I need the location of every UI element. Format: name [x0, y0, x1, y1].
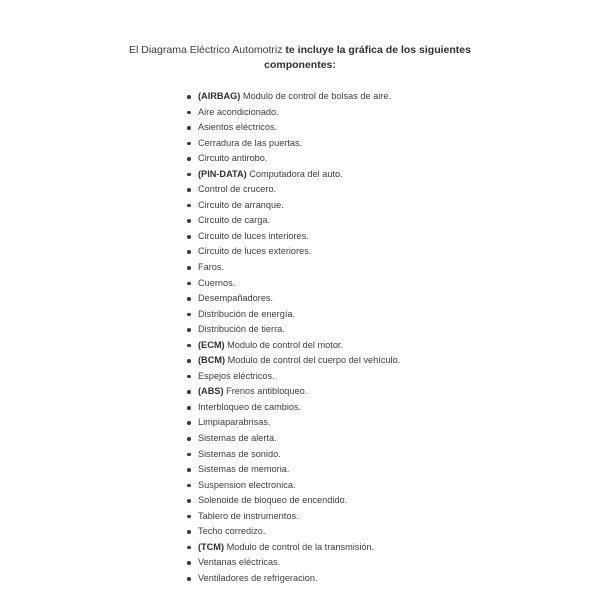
component-list-item: [176, 120, 400, 136]
bullet-icon: [187, 577, 191, 581]
component-description: Solenoide de bloqueo de encendido.: [198, 495, 348, 506]
component-list-item: [176, 400, 400, 416]
bullet-icon: [187, 375, 191, 379]
component-list-item: [176, 462, 400, 478]
intro-paragraph: [0, 43, 600, 73]
component-list-item: [176, 493, 400, 509]
component-list-item: [176, 571, 400, 587]
component-abbreviation: (PIN-DATA): [198, 168, 247, 179]
component-description: Interbloqueo de cambios.: [198, 401, 302, 412]
bullet-icon: [187, 188, 191, 192]
bullet-icon: [187, 173, 191, 177]
component-description: Frenos antibloqueo.: [223, 386, 308, 397]
component-description: Modulo de control de la transmisión.: [224, 541, 375, 552]
component-list-item: [176, 307, 400, 323]
component-description: Suspension electronica.: [198, 479, 296, 490]
bullet-icon: [187, 235, 191, 239]
bullet-icon: [187, 359, 191, 363]
bullet-icon: [187, 328, 191, 332]
component-description: Modulo de control del motor.: [224, 339, 344, 350]
component-list-item: [176, 136, 400, 152]
component-description: Modulo de control de bolsas de aire.: [240, 91, 392, 101]
bullet-icon: [187, 157, 191, 161]
component-list-item: [176, 260, 400, 276]
bullet-icon: [187, 219, 191, 223]
component-list-item: [176, 384, 400, 400]
bullet-icon: [187, 390, 191, 394]
component-list-item: [176, 555, 400, 571]
component-description: Control de crucero.: [198, 184, 277, 195]
intro-bold-text-line2: componentes:: [264, 59, 336, 71]
bullet-icon: [187, 95, 191, 99]
component-list-item: [176, 509, 400, 525]
component-abbreviation: (ECM): [198, 339, 225, 350]
bullet-icon: [187, 515, 191, 519]
bullet-icon: [187, 297, 191, 301]
bullet-icon: [187, 421, 191, 425]
component-list-item: [176, 322, 400, 338]
component-list-item: [176, 105, 400, 121]
component-abbreviation: (ABS): [198, 386, 224, 397]
bullet-icon: [187, 204, 191, 208]
bullet-icon: [187, 266, 191, 270]
component-list-item: [176, 229, 400, 245]
bullet-icon: [187, 546, 191, 550]
component-list-item: [176, 431, 400, 447]
component-description: Techo corredizo.: [198, 526, 266, 537]
component-list-item: [176, 540, 400, 556]
bullet-icon: [187, 530, 191, 534]
bullet-icon: [187, 499, 191, 503]
bullet-icon: [187, 484, 191, 488]
bullet-icon: [187, 111, 191, 115]
component-abbreviation: (BCM): [198, 355, 226, 366]
component-list-item: [176, 524, 400, 540]
component-description: Asientos eléctricos.: [198, 122, 278, 133]
component-description: Sistemas de sonido.: [198, 448, 281, 459]
component-list-item: [176, 89, 400, 105]
component-list-item: [176, 478, 400, 494]
bullet-icon: [187, 313, 191, 317]
bullet-icon: [187, 344, 191, 348]
component-list-item: [176, 276, 400, 292]
bullet-icon: [187, 406, 191, 410]
component-description: Circuito antirobo.: [198, 153, 268, 164]
bullet-icon: [187, 142, 191, 146]
component-list-item: [176, 213, 400, 229]
bullet-icon: [187, 437, 191, 441]
component-list-item: [176, 369, 400, 385]
bullet-icon: [187, 282, 191, 286]
component-list-item: [176, 415, 400, 431]
component-list-item: [176, 151, 400, 167]
component-list-item: [176, 338, 400, 354]
intro-bold-text-line1: te incluye la gráfica de los siguientes: [285, 44, 471, 56]
component-description: Espejos eléctricos.: [198, 370, 275, 381]
component-description: Sistemas de alerta.: [198, 433, 277, 444]
component-description: Cuernos.: [198, 277, 236, 288]
component-description: Circuito de luces exteriores.: [198, 246, 312, 257]
bullet-icon: [187, 561, 191, 565]
components-list: [176, 89, 400, 587]
component-description: Circuito de carga.: [198, 215, 271, 226]
component-list-item: [176, 167, 400, 183]
component-description: Ventiladores de refrigeracion.: [198, 572, 318, 583]
component-description: Distribución de energía.: [198, 308, 296, 319]
component-list-item: [176, 182, 400, 198]
bullet-icon: [187, 126, 191, 130]
component-list-item: [176, 291, 400, 307]
component-description: Sistemas de memoria.: [198, 464, 290, 475]
component-abbreviation: (TCM): [198, 541, 225, 552]
component-description: Ventanas eléctricas.: [198, 557, 281, 568]
component-description: Distribución de tierra.: [198, 324, 285, 335]
component-description: Limpiaparabrisas.: [198, 417, 271, 428]
bullet-icon: [187, 453, 191, 457]
bullet-icon: [187, 250, 191, 254]
bullet-icon: [187, 468, 191, 472]
component-description: Faros.: [198, 262, 225, 273]
intro-plain-text: El Diagrama Eléctrico Automotriz: [129, 44, 286, 56]
component-description: Circuito de arranque.: [198, 199, 284, 210]
component-list-item: [176, 198, 400, 214]
component-description: Computadora del auto.: [246, 168, 343, 179]
component-list-item: [176, 244, 400, 260]
component-description: Cerradura de las puertas.: [198, 137, 303, 148]
component-description: Aire acondicionado.: [198, 106, 279, 117]
component-description: Circuito de luces interiores.: [198, 230, 309, 241]
component-description: Tablero de instrumentos.: [198, 510, 299, 521]
component-list-item: [176, 447, 400, 463]
component-description: Modulo de control del cuerpo del vehículo.: [225, 355, 401, 366]
component-list-item: [176, 353, 400, 369]
component-abbreviation: (AIRBAG): [198, 91, 241, 101]
component-description: Desempañadores.: [198, 293, 274, 304]
